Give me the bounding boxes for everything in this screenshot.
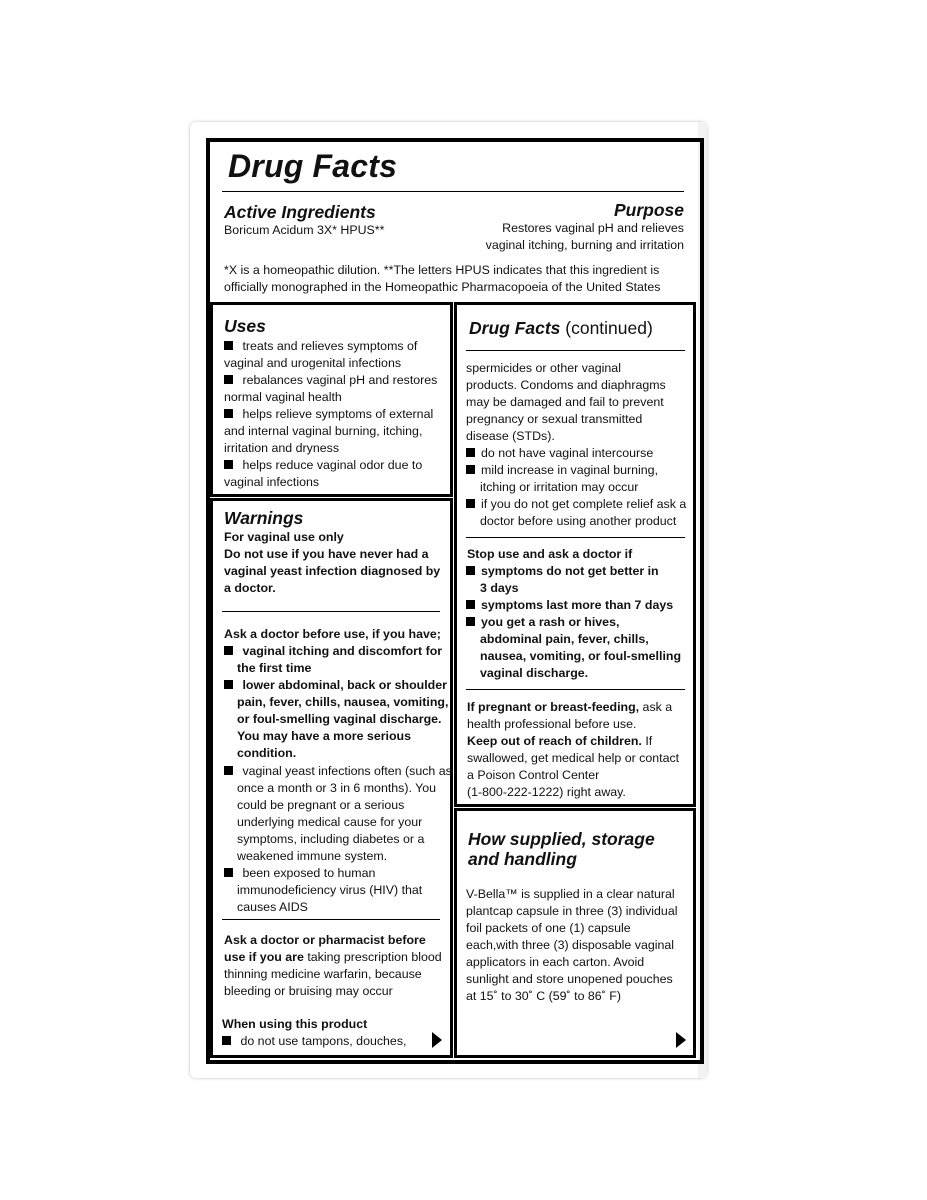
pharmacist-heading: Ask a doctor or pharmacist before [224, 933, 426, 947]
continued-heading: Drug Facts (continued) [469, 318, 653, 338]
continue-arrow-icon [676, 1032, 686, 1048]
warnings-divider [222, 611, 440, 612]
uses-item-cont: vaginal and urogenital infections [224, 356, 402, 370]
uses-item: rebalances vaginal pH and restores [224, 372, 437, 389]
continued-item-cont: itching or irritation may occur [480, 480, 639, 494]
warning-intro-line: vaginal yeast infection diagnosed by [224, 564, 441, 578]
supply-line: foil packets of one (1) capsule [466, 921, 631, 935]
ask-item-cont: underlying medical cause for your [237, 815, 423, 829]
bullet-icon [224, 766, 233, 775]
uses-item: treats and relieves symptoms of [224, 338, 417, 355]
warnings-heading: Warnings [224, 508, 304, 528]
continued-item: mild increase in vaginal burning, [466, 462, 658, 479]
ask-item: been exposed to human [224, 865, 375, 882]
uses-item-cont: normal vaginal health [224, 390, 342, 404]
ask-item-cont: causes AIDS [237, 900, 308, 914]
continued-item-cont: doctor before using another product [480, 514, 677, 528]
warning-intro-line: For vaginal use only [224, 530, 344, 544]
stop-item-cont: abdominal pain, fever, chills, [480, 632, 649, 646]
ask-doctor-heading: Ask a doctor before use, if you have; [224, 627, 441, 641]
continued-line: pregnancy or sexual transmitted [466, 412, 643, 426]
ask-item: lower abdominal, back or shoulder [224, 677, 447, 694]
keep-out-line: swallowed, get medical help or contact [467, 751, 680, 765]
uses-item-cont: vaginal infections [224, 475, 320, 489]
ask-item-cont: You may have a more serious [237, 729, 412, 743]
supply-line: applicators in each carton. Avoid [466, 955, 645, 969]
continue-arrow-icon [432, 1032, 442, 1048]
ask-item-cont: the first time [237, 661, 312, 675]
bullet-icon [224, 646, 233, 655]
continued-divider [466, 537, 685, 538]
supply-line: each,with three (3) disposable vaginal [466, 938, 675, 952]
supply-line: at 15˚ to 30˚ C (59˚ to 86˚ F) [466, 989, 621, 1003]
purpose-line-1: Restores vaginal pH and relieves [502, 221, 684, 235]
supply-line: V-Bella™ is supplied in a clear natural [466, 887, 675, 901]
supply-heading-cont: and handling [468, 849, 577, 869]
continued-line: products. Condoms and diaphragms [466, 378, 666, 392]
stop-item-cont: nausea, vomiting, or foul-smelling [480, 649, 682, 663]
warning-intro-line: Do not use if you have never had a [224, 547, 429, 561]
ask-item-cont: once a month or 3 in 6 months). You [237, 781, 437, 795]
ask-item-cont: could be pregnant or a serious [237, 798, 405, 812]
when-using-heading: When using this product [222, 1017, 368, 1031]
pregnant-line: health professional before use. [467, 717, 637, 731]
ask-item-cont: symptoms, including diabetes or a [237, 832, 425, 846]
pharmacist-line: use if you are taking prescription blood [224, 950, 442, 964]
purpose-line-2: vaginal itching, burning and irritation [485, 238, 684, 252]
stop-item: you get a rash or hives, [466, 614, 619, 631]
uses-item: helps reduce vaginal odor due to [224, 457, 422, 474]
bullet-icon [224, 375, 233, 384]
bullet-icon [466, 465, 475, 474]
uses-heading: Uses [224, 316, 266, 336]
continued-line: may be damaged and fail to prevent [466, 395, 664, 409]
bullet-icon [224, 680, 233, 689]
continued-rule [466, 350, 685, 351]
hpus-note-line-1: *X is a homeopathic dilution. **The letters HPUS indicates that this ingredient is [224, 263, 660, 277]
keep-out-line: (1-800-222-1222) right away. [467, 785, 626, 799]
uses-item-cont: and internal vaginal burning, itching, [224, 424, 423, 438]
keep-out-line: Keep out of reach of children. If [467, 734, 653, 748]
ask-item-cont: weakened immune system. [237, 849, 388, 863]
bullet-icon [224, 341, 233, 350]
ask-item-cont: immunodeficiency virus (HIV) that [237, 883, 423, 897]
bullet-icon [222, 1036, 231, 1045]
continued-line: disease (STDs). [466, 429, 555, 443]
ask-item-cont: or foul-smelling vaginal discharge. [237, 712, 442, 726]
stop-item: symptoms do not get better in [466, 563, 659, 580]
continued-divider [466, 689, 685, 690]
ask-item-cont: condition. [237, 746, 297, 760]
purpose-heading: Purpose [613, 200, 684, 220]
warning-intro-line: a doctor. [224, 581, 276, 595]
title-rule [222, 191, 684, 192]
stop-item: symptoms last more than 7 days [466, 597, 673, 614]
continued-line: spermicides or other vaginal [466, 361, 621, 375]
stop-item-cont: vaginal discharge. [480, 666, 589, 680]
bullet-icon [224, 868, 233, 877]
supply-line: sunlight and store unopened pouches [466, 972, 673, 986]
continued-item: do not have vaginal intercourse [466, 445, 653, 462]
bullet-icon [224, 409, 233, 418]
ask-item-cont: pain, fever, chills, nausea, vomiting, [237, 695, 449, 709]
supply-heading: How supplied, storage [468, 829, 655, 849]
ask-item: vaginal itching and discomfort for [224, 643, 442, 660]
stop-use-heading: Stop use and ask a doctor if [467, 547, 633, 561]
bullet-icon [466, 566, 475, 575]
when-using-item: do not use tampons, douches, [222, 1033, 406, 1050]
bullet-icon [224, 460, 233, 469]
page-title: Drug Facts [228, 148, 398, 184]
uses-item: helps relieve symptoms of external [224, 406, 433, 423]
warnings-divider [222, 919, 440, 920]
stop-item-cont: 3 days [480, 581, 519, 595]
bullet-icon [466, 448, 475, 457]
bullet-icon [466, 499, 475, 508]
ask-item: vaginal yeast infections often (such as [224, 763, 452, 780]
pregnant-line: If pregnant or breast-feeding, ask a [467, 700, 673, 714]
pharmacist-line: thinning medicine warfarin, because [224, 967, 422, 981]
active-ingredient: Boricum Acidum 3X* HPUS** [224, 223, 385, 237]
hpus-note-line-2: officially monographed in the Homeopathic Pharmacopoeia of the United States [224, 280, 661, 294]
bullet-icon [466, 600, 475, 609]
uses-item-cont: irritation and dryness [224, 441, 340, 455]
keep-out-line: a Poison Control Center [467, 768, 600, 782]
pharmacist-line: bleeding or bruising may occur [224, 984, 393, 998]
supply-line: plantcap capsule in three (3) individual [466, 904, 678, 918]
bullet-icon [466, 617, 475, 626]
active-ingredients-heading: Active Ingredients [224, 202, 376, 222]
continued-item: if you do not get complete relief ask a [466, 496, 686, 513]
